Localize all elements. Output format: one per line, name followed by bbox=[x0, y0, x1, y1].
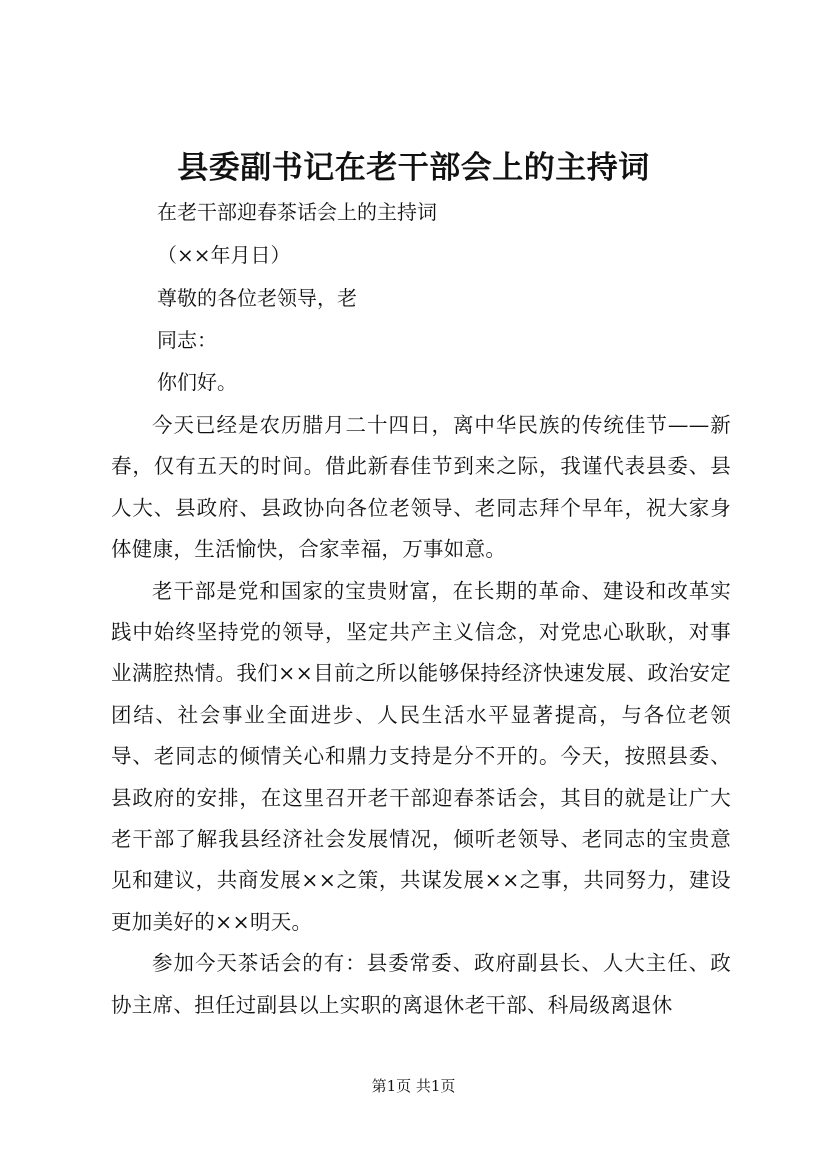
salutation-line-1: 尊敬的各位老领导，老 bbox=[157, 286, 357, 310]
salutation-line-2: 同志： bbox=[157, 328, 217, 352]
document-title: 县委副书记在老干部会上的主持词 bbox=[177, 150, 650, 186]
document-subtitle: 在老干部迎春茶话会上的主持词 bbox=[157, 200, 437, 224]
document-body bbox=[111, 405, 731, 1026]
paragraph-veteran-cadres: 老干部是党和国家的宝贵财富，在长期的革命、建设和改革实践中始终坚持党的领导，坚定共产主义信念，对党忠心耿耿，对事业满腔热情。我们××目前之所以能够保持经济快速发展、政治安定团结、社会事业全面进步、人民生活水平显著提高，与各位老领导、老同志的倾情关心和鼎力支持是分不开的。今天，按照县委、县政府的安排，在这里召开老干部迎春茶话会，其目的就是让广大老干部了解我县经济社会发展情况，倾听老领导、老同志的宝贵意见和建议，共商发展××之策，共谋发展××之事，共同努力，建设更加美好的××明天。 bbox=[111, 578, 731, 934]
greeting: 你们好。 bbox=[157, 370, 237, 394]
page-footer: 第1页 共1页 bbox=[371, 1077, 456, 1095]
date-line: （××年月日） bbox=[157, 243, 291, 267]
paragraph-new-year: 今天已经是农历腊月二十四日，离中华民族的传统佳节——新春，仅有五天的时间。借此新春佳节到来之际，我谨代表县委、县人大、县政府、县政协向各位老领导、老同志拜个早年，祝大家身体健康，生活愉快，合家幸福，万事如意。 bbox=[111, 413, 731, 562]
paragraph-attendees: 参加今天茶话会的有：县委常委、政府副县长、人大主任、政协主席、担任过副县以上实职的离退休老干部、科局级离退休 bbox=[111, 951, 731, 1017]
